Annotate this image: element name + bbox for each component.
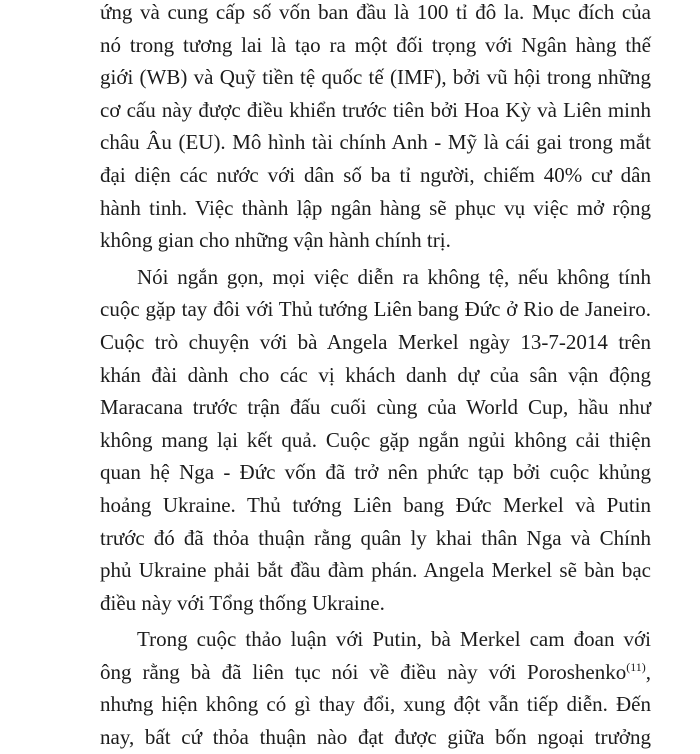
text-line: trước đó đã thỏa thuận rằng quân ly khai thân Nga và Chính [100, 525, 651, 550]
text-line: quan hệ Nga - Đức vốn đã trở nên phức tạp bởi cuộc khủng [100, 460, 651, 485]
text-line: điều này với Tổng thống Ukraine. [100, 590, 385, 615]
text-line: cơ cấu này được điều khiển trước tiên bởi Hoa Kỳ và Liên minh [100, 97, 651, 122]
text-line: khán đài dành cho các vị khách danh dự của sân vận động [100, 362, 651, 387]
text-line [100, 656, 651, 689]
punctuation: , [645, 659, 651, 684]
text-line: không gian cho những vận hành chính trị. [100, 228, 451, 253]
text-line: ứng và cung cấp số vốn ban đầu là 100 tỉ đô la. Mục đích của [100, 0, 651, 24]
text-line: Nói ngắn gọn, mọi việc diễn ra không tệ, nếu không tính [137, 264, 651, 289]
text-line: Cuộc trò chuyện với bà Angela Merkel ngày 13-7-2014 trên [100, 329, 651, 354]
text-line: nhưng hiện không có gì thay đổi, xung đột vẫn tiếp diễn. Đến [100, 692, 651, 717]
text-line: châu Âu (EU). Mô hình tài chính Anh - Mỹ là cái gai trong mắt [100, 130, 651, 155]
text-line: nay, bất cứ thỏa thuận nào đạt được giữa bốn ngoại trưởng [100, 725, 651, 750]
paragraph-1 [100, 0, 651, 257]
paragraph-3 [100, 623, 651, 753]
text-line: đại diện các nước với dân số ba tỉ người, chiếm 40% cư dân [100, 162, 651, 187]
text-span: ông rằng bà đã liên tục nói về điều này với Poroshenko [100, 659, 627, 684]
text-line: hành tinh. Việc thành lập ngân hàng sẽ phục vụ việc mở rộng [100, 195, 651, 220]
text-line: cuộc gặp tay đôi với Thủ tướng Liên bang Đức ở Rio de Janeiro. [100, 297, 651, 322]
footnote-reference[interactable]: (11) [626, 659, 646, 674]
text-line: phủ Ukraine phải bắt đầu đàm phán. Angela Merkel sẽ bàn bạc [100, 558, 651, 583]
text-line: giới (WB) và Quỹ tiền tệ quốc tế (IMF), bởi vũ hội trong những [100, 65, 651, 90]
text-line: Trong cuộc thảo luận với Putin, bà Merkel cam đoan với [137, 627, 651, 652]
paragraph-2 [100, 261, 651, 620]
text-line: hoảng Ukraine. Thủ tướng Liên bang Đức Merkel và Putin [100, 492, 651, 517]
book-page [100, 0, 651, 754]
text-line: không mang lại kết quả. Cuộc gặp ngắn ngủi không cải thiện [100, 427, 651, 452]
text-line: Maracana trước trận đấu cuối cùng của World Cup, hầu như [100, 395, 651, 420]
text-line: nó trong tương lai là tạo ra một đối trọng với Ngân hàng thế [100, 32, 651, 57]
